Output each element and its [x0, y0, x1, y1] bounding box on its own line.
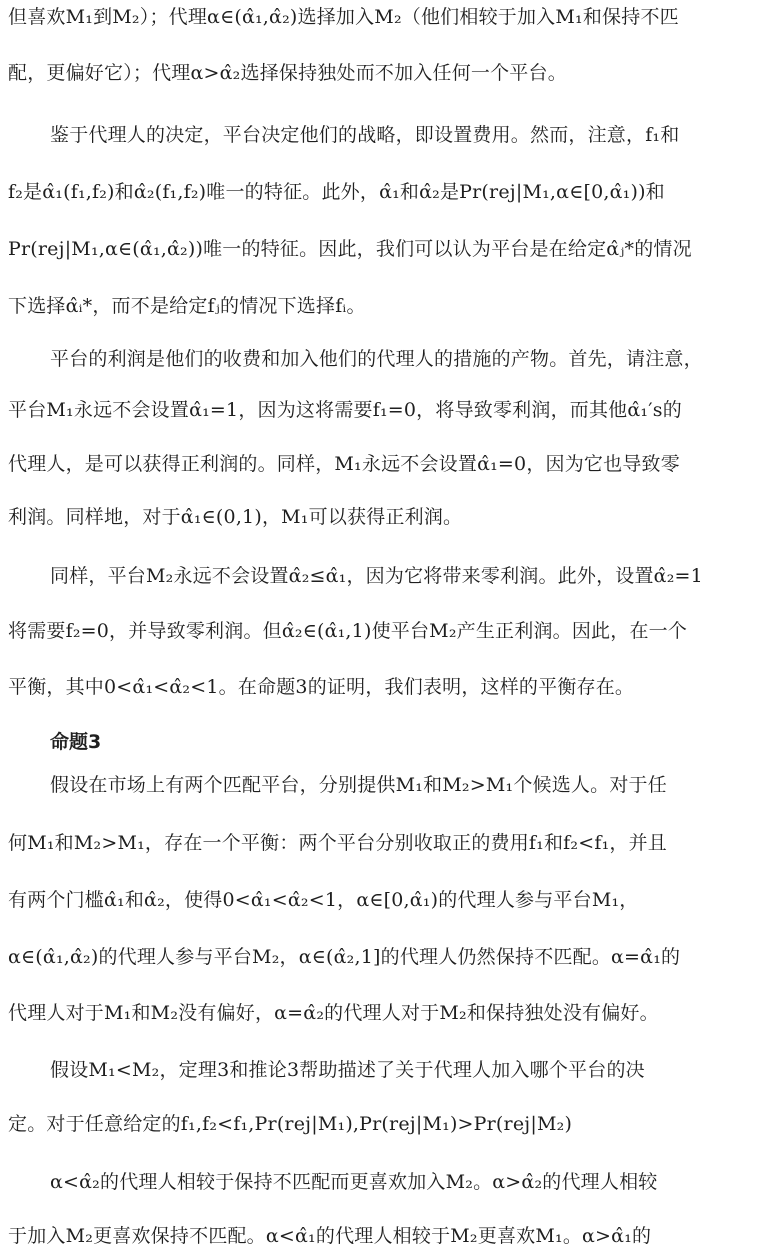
- text-line: 假设在市场上有两个匹配平台，分别提供M₁和M₂>M₁个候选人。对于任: [50, 774, 667, 796]
- text-line: 平台M₁永远不会设置α̂₁=1，因为这将需要f₁=0，将导致零利润，而其他α̂₁′s的: [8, 399, 682, 421]
- text-line: α<α̂₂的代理人相较于保持不匹配而更喜欢加入M₂。α>α̂₂的代理人相较: [50, 1171, 658, 1193]
- text-line: 定。对于任意给定的f₁,f₂<f₁,Pr(rej|M₁),Pr(rej|M₁)>Pr(rej|M₂): [8, 1113, 573, 1135]
- proposition-heading: 命题3: [50, 731, 102, 753]
- text-line: 有两个门槛α̂₁和α̂₂，使得0<α̂₁<α̂₂<1，α∈[0,α̂₁)的代理人参与平台M₁，: [8, 889, 639, 911]
- text-line: α∈(α̂₁,α̂₂)的代理人参与平台M₂，α∈(α̂₂,1]的代理人仍然保持不匹配。α=α̂₁的: [8, 946, 681, 968]
- text-line: 平台的利润是他们的收费和加入他们的代理人的措施的产物。首先，请注意，: [50, 348, 703, 370]
- text-line: 假设M₁<M₂，定理3和推论3帮助描述了关于代理人加入哪个平台的决: [50, 1059, 645, 1081]
- text-line: f₂是α̂₁(f₁,f₂)和α̂₂(f₁,f₂)唯一的特征。此外，α̂₁和α̂₂是Pr(rej|M₁,α∈[0,α̂₁))和: [8, 181, 665, 203]
- text-line: 将需要f₂=0，并导致零利润。但α̂₂∈(α̂₁,1)使平台M₂产生正利润。因此，在一个: [8, 620, 688, 642]
- text-line: Pr(rej|M₁,α∈(α̂₁,α̂₂))唯一的特征。因此，我们可以认为平台是在给定α̂ⱼ*的情况: [8, 238, 692, 260]
- text-line: 利润。同样地，对于α̂₁∈(0,1)，M₁可以获得正利润。: [8, 506, 463, 528]
- text-line: 平衡，其中0<α̂₁<α̂₂<1。在命题3的证明，我们表明，这样的平衡存在。: [8, 676, 635, 698]
- text-line: 鉴于代理人的决定，平台决定他们的战略，即设置费用。然而，注意，f₁和: [50, 124, 680, 146]
- text-line: 何M₁和M₂>M₁，存在一个平衡：两个平台分别收取正的费用f₁和f₂<f₁，并且: [8, 832, 668, 854]
- text-line: 但喜欢M₁到M₂）；代理α∈(α̂₁,α̂₂)选择加入M₂（他们相较于加入M₁和保持不匹: [8, 6, 679, 28]
- text-line: 下选择α̂ᵢ*，而不是给定fⱼ的情况下选择fᵢ。: [8, 295, 366, 317]
- text-line: 配，更偏好它）；代理α>α̂₂选择保持独处而不加入任何一个平台。: [8, 62, 567, 84]
- text-line: 代理人，是可以获得正利润的。同样，M₁永远不会设置α̂₁=0，因为它也导致零: [8, 453, 680, 475]
- text-line: 代理人对于M₁和M₂没有偏好，α=α̂₂的代理人对于M₂和保持独处没有偏好。: [8, 1002, 659, 1024]
- text-line: 于加入M₂更喜欢保持不匹配。α<α̂₁的代理人相较于M₂更喜欢M₁。α>α̂₁的: [8, 1225, 652, 1247]
- text-line: 同样，平台M₂永远不会设置α̂₂≤α̂₁，因为它将带来零利润。此外，设置α̂₂=1: [50, 565, 703, 587]
